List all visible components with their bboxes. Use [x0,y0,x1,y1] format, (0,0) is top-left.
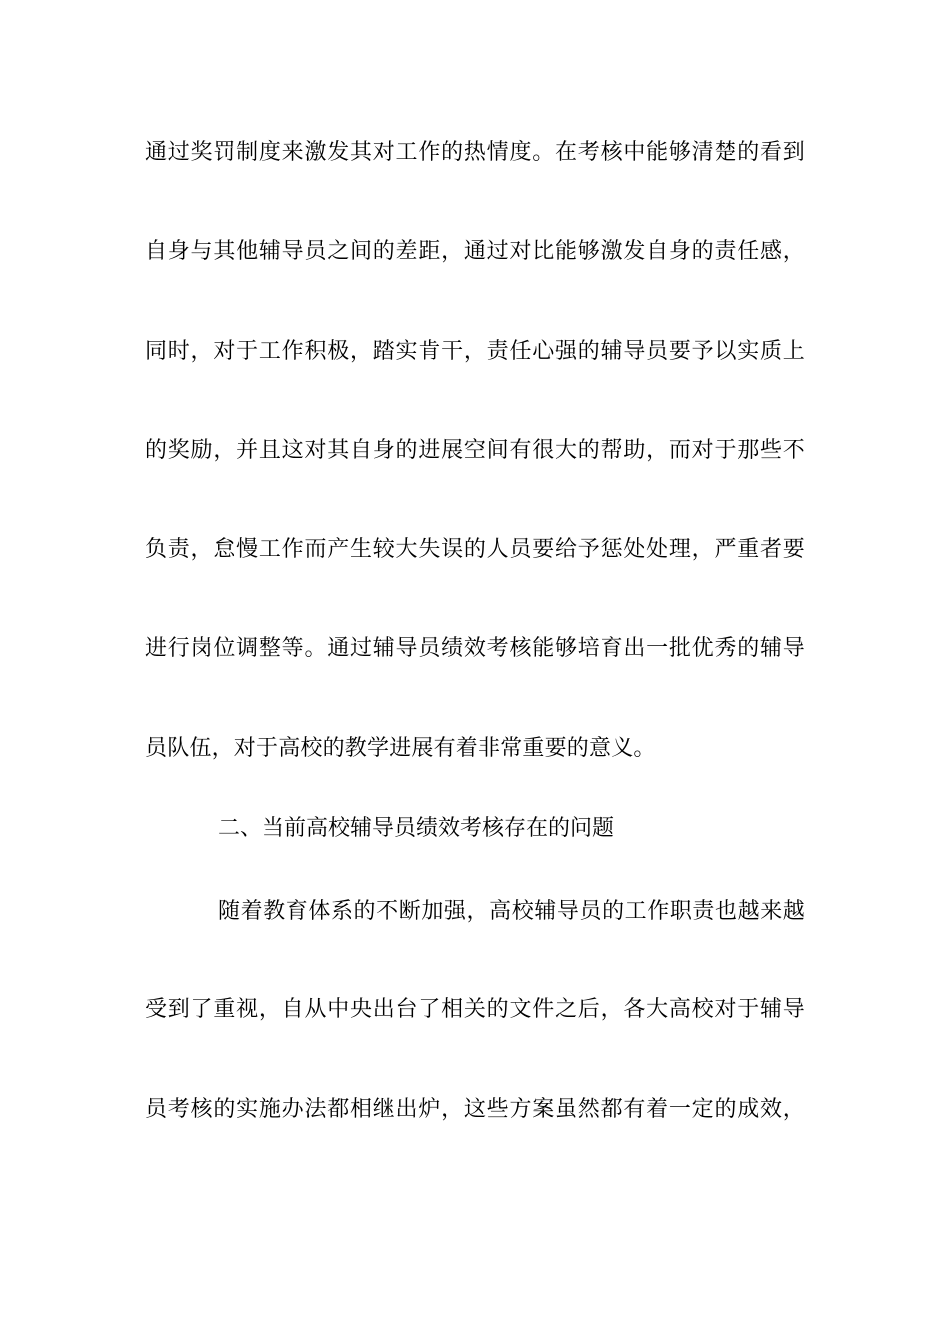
paragraph-line: 员队伍，对于高校的教学进展有着非常重要的意义。 [145,736,656,761]
paragraph-line: 的奖励，并且这对其自身的进展空间有很大的帮助，而对于那些不 [145,438,805,463]
paragraph-line: 通过奖罚制度来激发其对工作的热情度。在考核中能够清楚的看到 [145,140,805,165]
paragraph-line: 自身与其他辅导员之间的差距，通过对比能够激发自身的责任感， [145,239,805,264]
paragraph-line: 进行岗位调整等。通过辅导员绩效考核能够培育出一批优秀的辅导 [145,636,805,661]
paragraph-line: 受到了重视，自从中央出台了相关的文件之后，各大高校对于辅导 [145,997,805,1022]
paragraph-line: 员考核的实施办法都相继出炉，这些方案虽然都有着一定的成效， [145,1097,805,1122]
paragraph-line: 负责，怠慢工作而产生较大失误的人员要给予惩处处理，严重者要 [145,537,805,562]
paragraph-line: 同时，对于工作积极，踏实肯干，责任心强的辅导员要予以实质上 [145,339,805,364]
paragraph-line: 随着教育体系的不断加强，高校辅导员的工作职责也越来越 [218,899,805,924]
section-heading: 二、当前高校辅导员绩效考核存在的问题 [218,816,615,841]
